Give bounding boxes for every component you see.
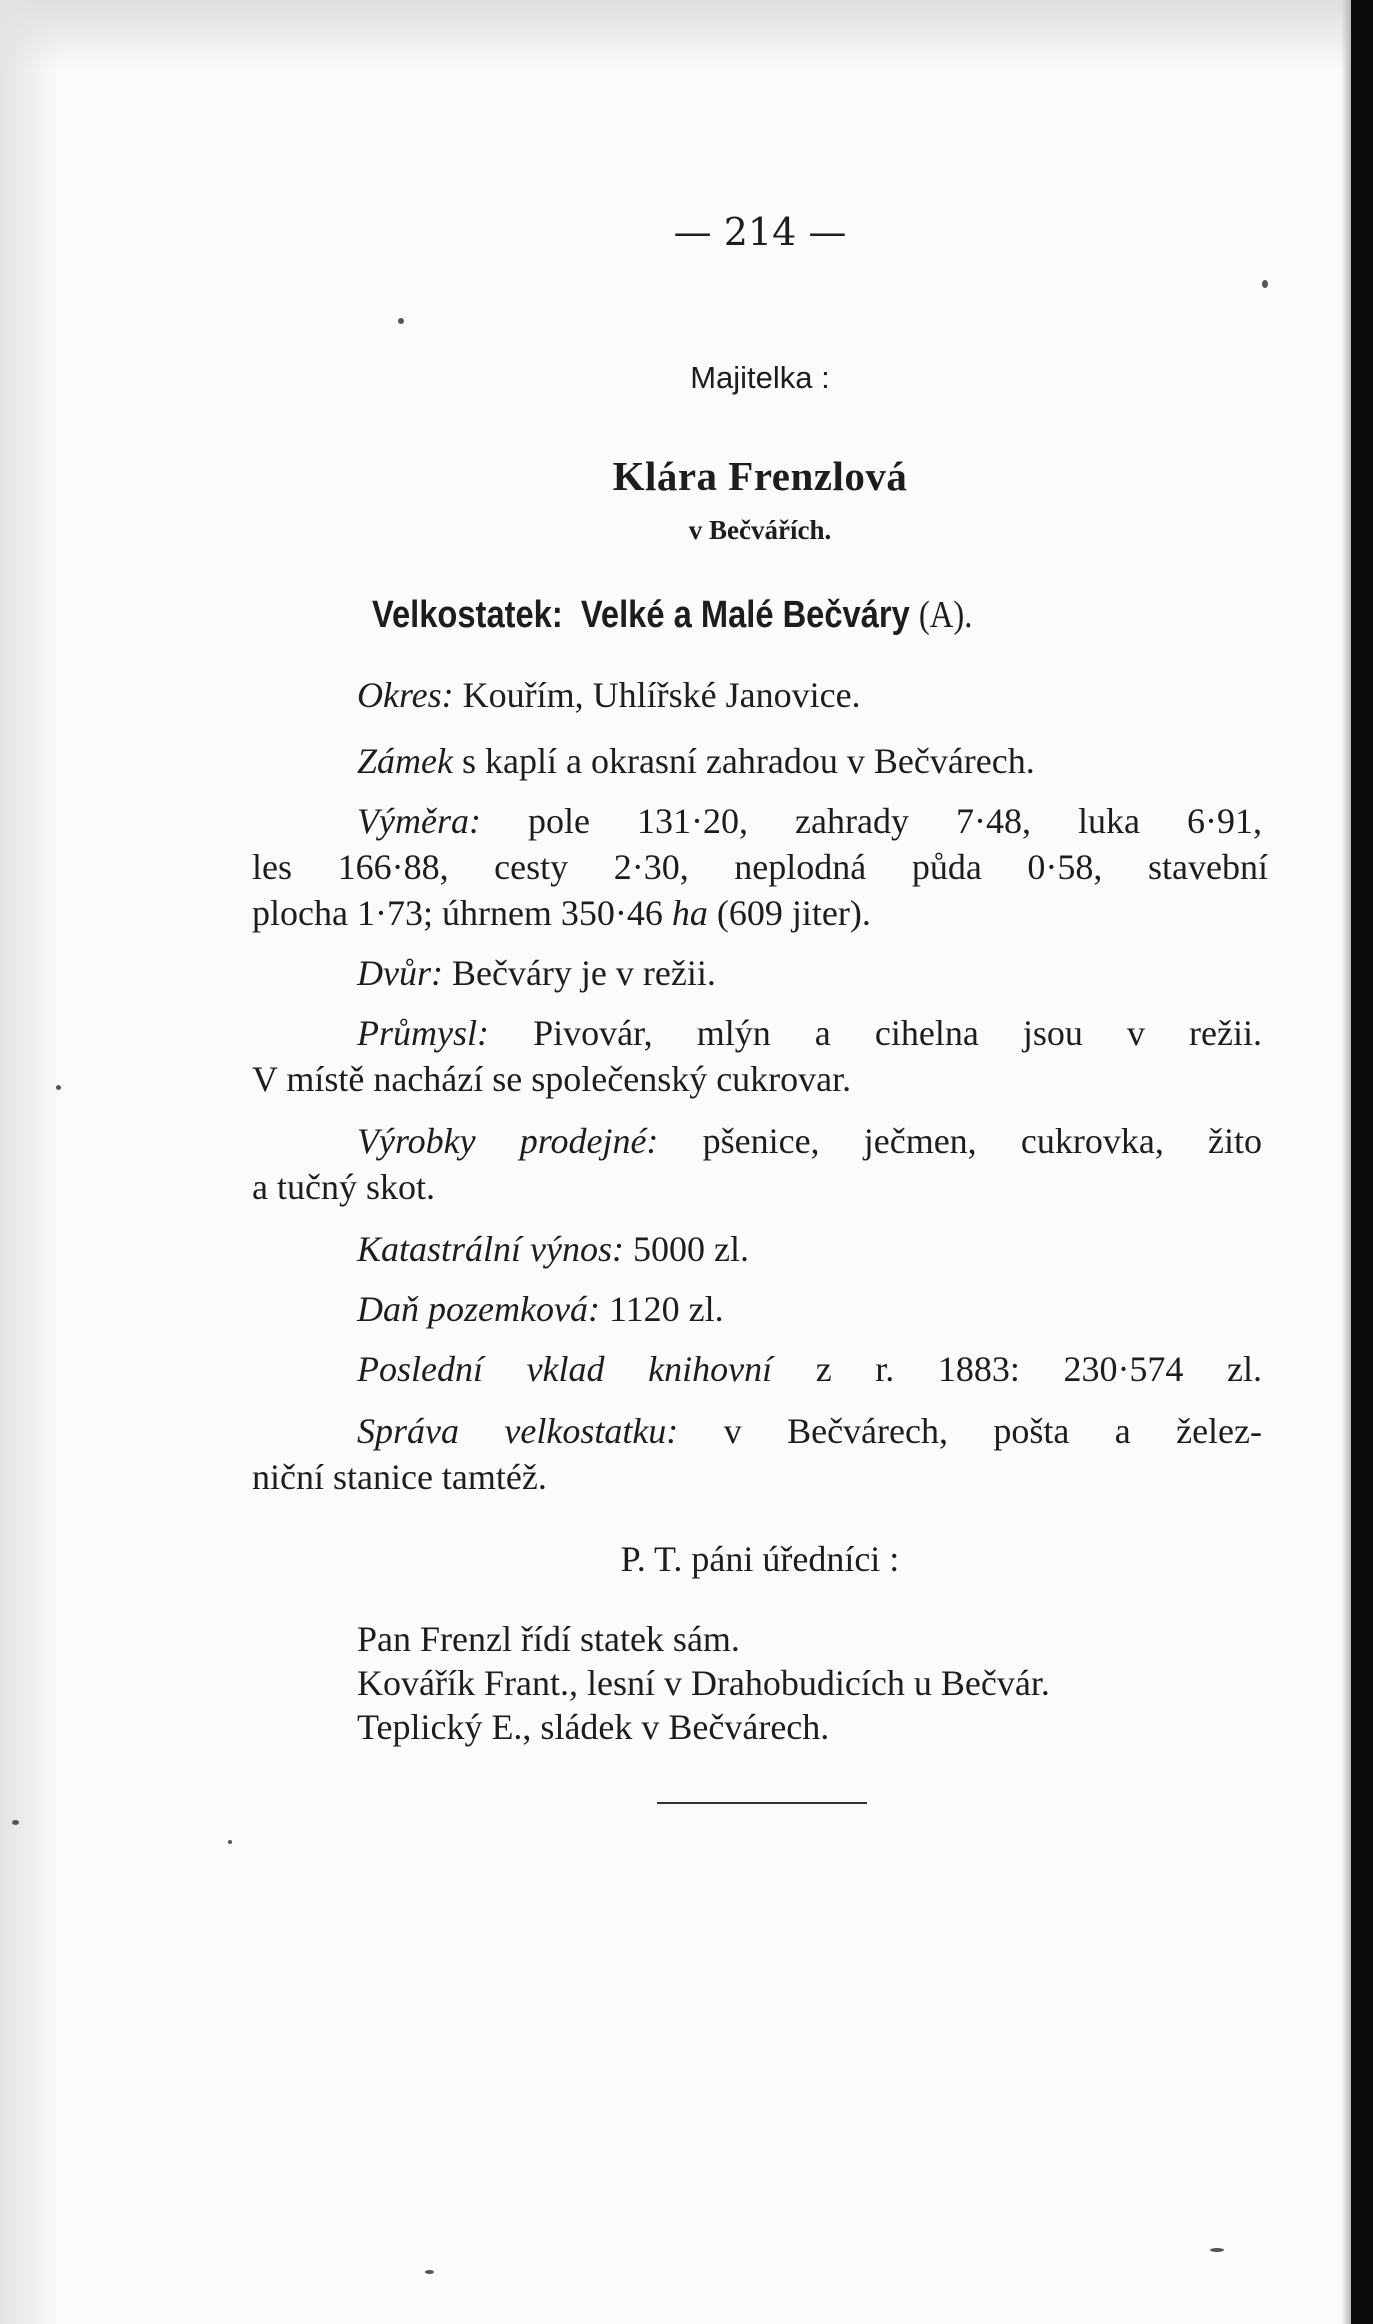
sprava-label: Správa velkostatku: xyxy=(357,1411,679,1451)
vymera-line2: les 166·88, cesty 2·30, neplodná půda 0·58, stavební xyxy=(252,847,1268,887)
official-item: Teplický E., sládek v Bečvárech. xyxy=(357,1707,830,1747)
zamek-text: s kaplí a okrasní zahradou v Bečvárech. xyxy=(461,741,1035,781)
vymera-label: Výměra: xyxy=(357,801,481,841)
scan-speck xyxy=(1262,280,1268,288)
page-number: — 214 — xyxy=(673,210,847,254)
vymera-unit: ha xyxy=(671,893,708,933)
official-item: Kovářík Frant., lesní v Drahobudicích u Bečvár. xyxy=(357,1663,1050,1703)
entry-dan xyxy=(357,1288,724,1330)
entry-sprava-line1 xyxy=(357,1410,1262,1452)
estate-suffix: (A). xyxy=(918,594,973,636)
dan-text: 1120 zl. xyxy=(608,1289,724,1329)
scan-speck xyxy=(56,1085,61,1090)
okres-label: Okres: xyxy=(357,675,454,715)
page-shadow-left xyxy=(0,0,60,2324)
owner-label: Majitelka : xyxy=(690,360,830,395)
scan-border xyxy=(1351,0,1373,2324)
entry-vyrobky-line1 xyxy=(357,1120,1262,1162)
katastralni-label: Katastrální výnos: xyxy=(357,1229,624,1269)
page-edge-shadow xyxy=(1341,0,1351,2324)
scan-speck xyxy=(228,1840,232,1844)
zamek-label: Zámek xyxy=(357,741,453,781)
vyrobky-line2: a tučný skot. xyxy=(252,1167,435,1207)
vklad-label: Poslední vklad knihovní xyxy=(357,1349,773,1389)
owner-name: Klára Frenzlová xyxy=(612,453,908,499)
entry-katastralni xyxy=(357,1228,749,1270)
entry-vymera-line3 xyxy=(252,892,871,934)
entry-zamek xyxy=(357,740,1035,782)
scan-speck xyxy=(398,318,404,324)
scan-speck xyxy=(1210,2248,1224,2252)
prumysl-line2: V místě nachází se společenský cukrovar. xyxy=(252,1059,852,1099)
vymera-line3a: plocha 1·73; úhrnem 350·46 xyxy=(252,893,663,933)
dvur-text: Bečváry je v režii. xyxy=(451,953,716,993)
dan-label: Daň pozemková: xyxy=(357,1289,600,1329)
estate-label: Velkostatek: xyxy=(372,594,563,636)
okres-text: Kouřím, Uhlířské Janovice. xyxy=(462,675,861,715)
sprava-line2: niční stanice tamtéž. xyxy=(252,1457,547,1497)
vyrobky-label: Výrobky prodejné: xyxy=(357,1121,659,1161)
vklad-text: z r. 1883: 230·574 zl. xyxy=(815,1349,1263,1389)
scan-speck xyxy=(425,2270,434,2274)
estate-name: Velké a Malé Bečváry xyxy=(580,594,910,636)
katastralni-text: 5000 zl. xyxy=(633,1229,749,1269)
vymera-line3b: (609 jiter). xyxy=(716,893,871,933)
owner-place: v Bečvářích. xyxy=(688,515,832,545)
scan-speck xyxy=(12,1820,19,1825)
entry-vklad xyxy=(357,1348,1262,1390)
page-shadow-top xyxy=(0,0,1373,70)
entry-prumysl-line1 xyxy=(357,1012,1262,1054)
sprava-line1: v Bečvárech, pošta a želez- xyxy=(723,1411,1263,1451)
prumysl-line1: Pivovár, mlýn a cihelna jsou v režii. xyxy=(533,1013,1263,1053)
vyrobky-line1: pšenice, ječmen, cukrovka, žito xyxy=(702,1121,1262,1161)
prumysl-label: Průmysl: xyxy=(357,1013,489,1053)
estate-heading xyxy=(372,593,972,637)
entry-okres xyxy=(357,674,861,716)
entry-vymera-line1 xyxy=(357,800,1262,842)
vymera-line1: pole 131·20, zahrady 7·48, luka 6·91, xyxy=(527,801,1262,841)
entry-dvur xyxy=(357,952,716,994)
officials-heading: P. T. páni úředníci : xyxy=(620,1539,900,1579)
dvur-label: Dvůr: xyxy=(357,953,443,993)
section-divider xyxy=(657,1802,867,1804)
official-item: Pan Frenzl řídí statek sám. xyxy=(357,1619,740,1659)
